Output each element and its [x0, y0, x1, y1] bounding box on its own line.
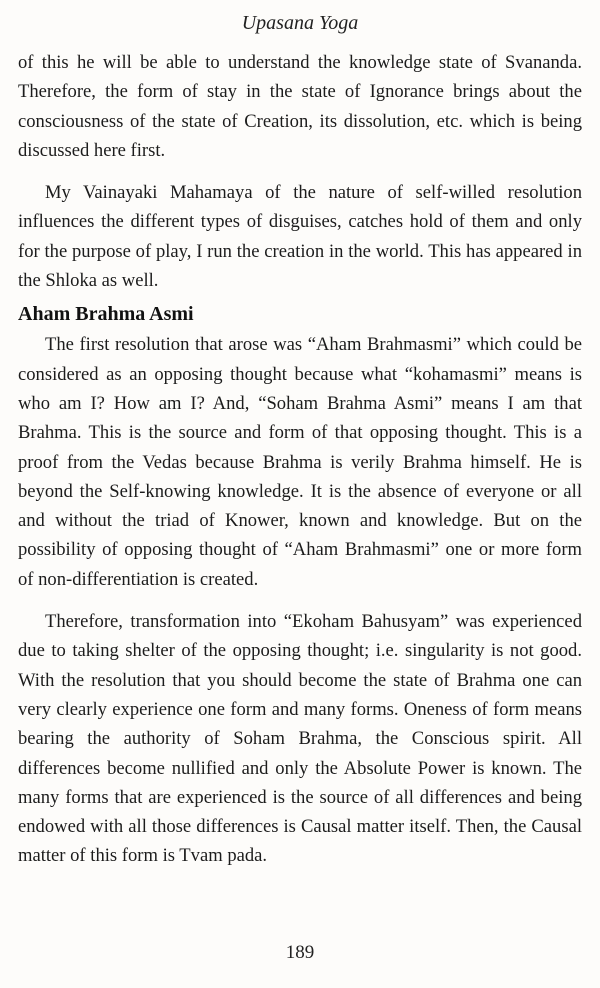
paragraph-transformation: Therefore, transformation into “Ekoham Bahusyam” was experienced due to taking shelter of the opposing thought; i.e. singularity is not good. With the resolution that you should become the state of Brahma one can very clearly experience one form and many forms. Oneness of form means bearing the authority of Soham Brahma, the Conscious spirit. All differences become nullified and only the Absolute Power is known. The many forms that are experienced is the source of all differences and being endowed with all those differences is Causal matter itself. Then, the Causal matter of this form is Tvam pada.: [18, 611, 582, 867]
paragraph-gap: [18, 594, 582, 607]
page-body: [18, 48, 582, 871]
running-head-title: Upasana Yoga: [241, 12, 359, 34]
paragraph-continued: of this he will be able to understand the knowledge state of Svananda. Therefore, the form of stay in the state of Ignorance brings about the consciousness of the state of Creation, its dissolution, etc. which is being discussed here first.: [18, 52, 582, 161]
paragraph-gap: [18, 165, 582, 178]
section-heading: Aham Brahma Asmi: [18, 303, 194, 326]
paragraph-first-resolution: The first resolution that arose was “Aham Brahmasmi” which could be considered as an opposing thought because what “kohamasmi” means is who am I? How am I? And, “Soham Brahma Asmi” means I am that Brahma. This is the source and form of that opposing thought. This is a proof from the Vedas because Brahma is verily Brahma himself. He is beyond the Self-knowing knowledge. It is the absence of everyone or all and without the triad of Knower, known and knowledge. But on the possibility of opposing thought of “Aham Brahmasmi” one or more form of non-differentiation is created.: [18, 334, 582, 590]
paragraph-mahamaya: My Vainayaki Mahamaya of the nature of self-willed resolution influences the different types of disguises, catches hold of them and only for the purpose of play, I run the creation in the world. This has appeared in the Shloka as well.: [18, 182, 582, 292]
page-number: 189: [285, 942, 315, 963]
